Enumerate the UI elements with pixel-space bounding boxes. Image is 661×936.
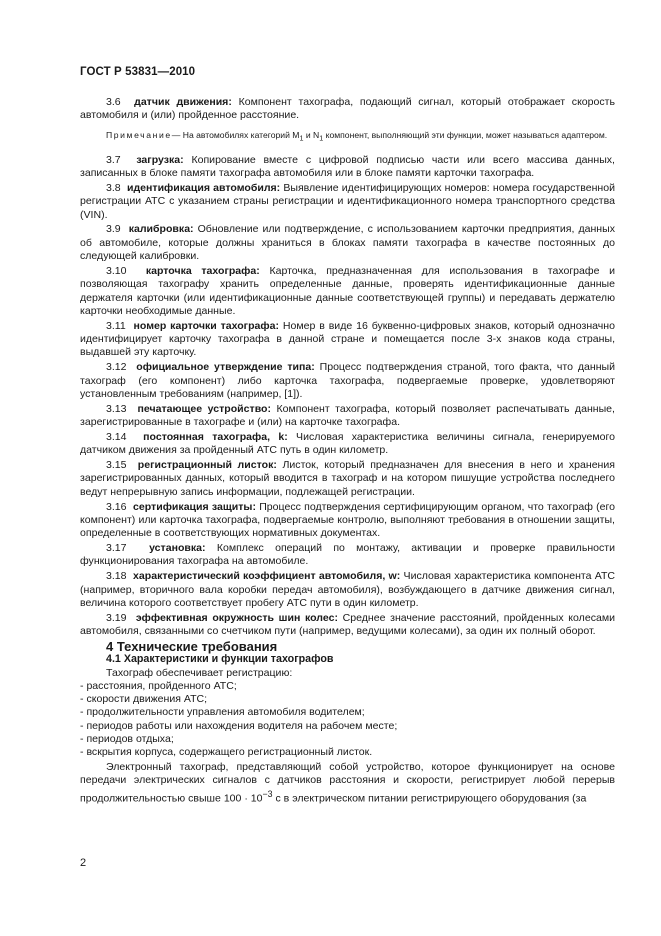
standard-code-header: ГОСТ Р 53831—2010 — [80, 66, 196, 78]
page-number: 2 — [80, 857, 87, 869]
term: карточка тахографа: — [145, 264, 260, 277]
subsection-heading: 4.1 Характеристики и функции тахографов — [106, 653, 334, 666]
definition-3-17: 3.17 установка: Комплекс операций по монтажу, активации и проверке правильности функционирования тахографа на автомобиле. — [80, 542, 616, 568]
definition-3-11: 3.11 номер карточки тахографа: Номер в виде 16 буквенно-цифровых знаков, который однозначно идентифицирует карточку тахографа в данной стране и помещается после 3-х знаков кода страны, выдавшей эту карточку. — [80, 319, 615, 359]
list-item: - продолжительности управления автомобиля водителем; — [80, 706, 365, 719]
term: печатающее устройство: — [137, 402, 271, 415]
term: эффективная окружность шин колес: — [135, 611, 338, 624]
term: калибровка: — [128, 223, 194, 236]
term: официальное утверждение типа: — [136, 361, 315, 374]
note: Примечание— На автомобилях категорий $M_1$ и $N_1$ компонент, выполняющий эти функции, может называться адаптером. — [106, 129, 608, 143]
list-item: - периодов отдыха; — [80, 733, 174, 745]
list-item: - вскрытия корпуса, содержащего регистрационный листок. — [80, 746, 373, 759]
term: сертификация защиты: — [133, 500, 256, 513]
definition-3-6: 3.6 датчик движения: Компонент тахографа, подающий сигнал, который отображает скорость автомобиля и (или) пройденное расстояние. — [80, 96, 615, 122]
term: характеристический коэффициент автомобиля, w: — [133, 570, 401, 583]
list-item: - периодов работы или нахождения водителя на рабочем месте; — [80, 719, 398, 732]
definition-3-15: 3.15 регистрационный листок: Листок, который предназначен для внесения в него и хранения зарегистрированных данных, который вводится в тахограф и на котором пишущие устройства последнего ведут непрерывную запись информации, подлежащей регистрации. — [80, 459, 615, 498]
definition-3-13: 3.13 печатающее устройство: Компонент тахографа, который позволяет распечатывать данные, зарегистрированные в тахографе и (или) на карточке тахографа. — [80, 402, 615, 429]
note-label: Примечание — [106, 129, 172, 140]
term: установка: — [149, 542, 206, 555]
definition-3-14: 3.14 постоянная тахографа, k: Числовая характеристика величины сигнала, генерируемого датчиком движения за пройденный АТС путь в один километр. — [80, 430, 615, 457]
body-paragraph: Электронный тахограф, представляющий собой устройство, которое функционирует на основе передачи электрических сигналов с датчиков расстояния и скорости, регистрирует любой перерыв продолжительностью свыше $100 \cdot 10^{-3}$ с в электрическом питании регистрирующего оборудования (за — [80, 761, 615, 805]
definition-3-7: 3.7 загрузка: Копирование вместе с цифровой подписью части или всего массива данных, записанных в блоке памяти тахографа автомобиля или в блоке памяти карточки тахографа. — [80, 153, 615, 180]
list-item: - расстояния, пройденного АТС; — [80, 679, 237, 692]
definition-3-8: 3.8 идентификация автомобиля: Выявление идентифицирующих номеров: номера государственной регистрации АТС с указанием страны регистрации и идентификационного номера транспортного средства (VIN). — [80, 182, 615, 221]
term: идентификация автомобиля: — [126, 182, 281, 194]
term: номер карточки тахографа: — [133, 319, 279, 332]
definition-3-10: 3.10 карточка тахографа: Карточка, предназначенная для использования в тахографе и позволяющая тахографу хранить определенные данные, проверять идентификационные данные держателя карточки (или идентификационные данные соответствующей группы) и передавать держателю карточки необходимые данные. — [80, 264, 615, 317]
definition-3-12: 3.12 официальное утверждение типа: Процесс подтверждения страной, того факта, что данный тахограф (его компонент) либо карточка тахографа, подвергаемые проверке, удовлетворяют установленным требованиям (например, [1]). — [80, 361, 615, 400]
term: датчик движения: — [134, 96, 232, 108]
term: регистрационный листок: — [137, 459, 277, 472]
list-item: - скорости движения АТС; — [80, 693, 208, 706]
definition-3-9: 3.9 калибровка: Обновление или подтверждение, с использованием карточки предприятия, данных об автомобиле, которые должны храниться в блоках памяти тахографа в качестве постоянных до следующей калибровки. — [80, 223, 615, 263]
intro-paragraph: Тахограф обеспечивает регистрацию: — [106, 666, 293, 679]
page-content — [80, 96, 615, 806]
term: загрузка: — [136, 153, 184, 166]
definition-3-16: 3.16 сертификация защиты: Процесс подтверждения сертифицирующим органом, что тахограф (его компонент) или карточка тахографа, подвергаемые контролю, выполняют требования в отношении защиты, определенные в соответствующих нормативных документах. — [80, 500, 615, 540]
definition-3-18: 3.18 характеристический коэффициент автомобиля, w: Числовая характеристика компонента АТС (например, вторичного вала коробки передач автомобиля), возбуждающего в датчике движения сигнал, величина которого соответствует пробегу АТС пути в один километр. — [80, 570, 616, 609]
term: постоянная тахографа, k: — [143, 430, 288, 443]
definition-3-19: 3.19 эффективная окружность шин колес: Среднее значение расстояний, пройденных колесами автомобиля, связанными со счетчиком пути (например, ведущими колесами), за один их полный оборот. — [80, 611, 615, 638]
section-heading: 4 Технические требования — [106, 638, 278, 654]
